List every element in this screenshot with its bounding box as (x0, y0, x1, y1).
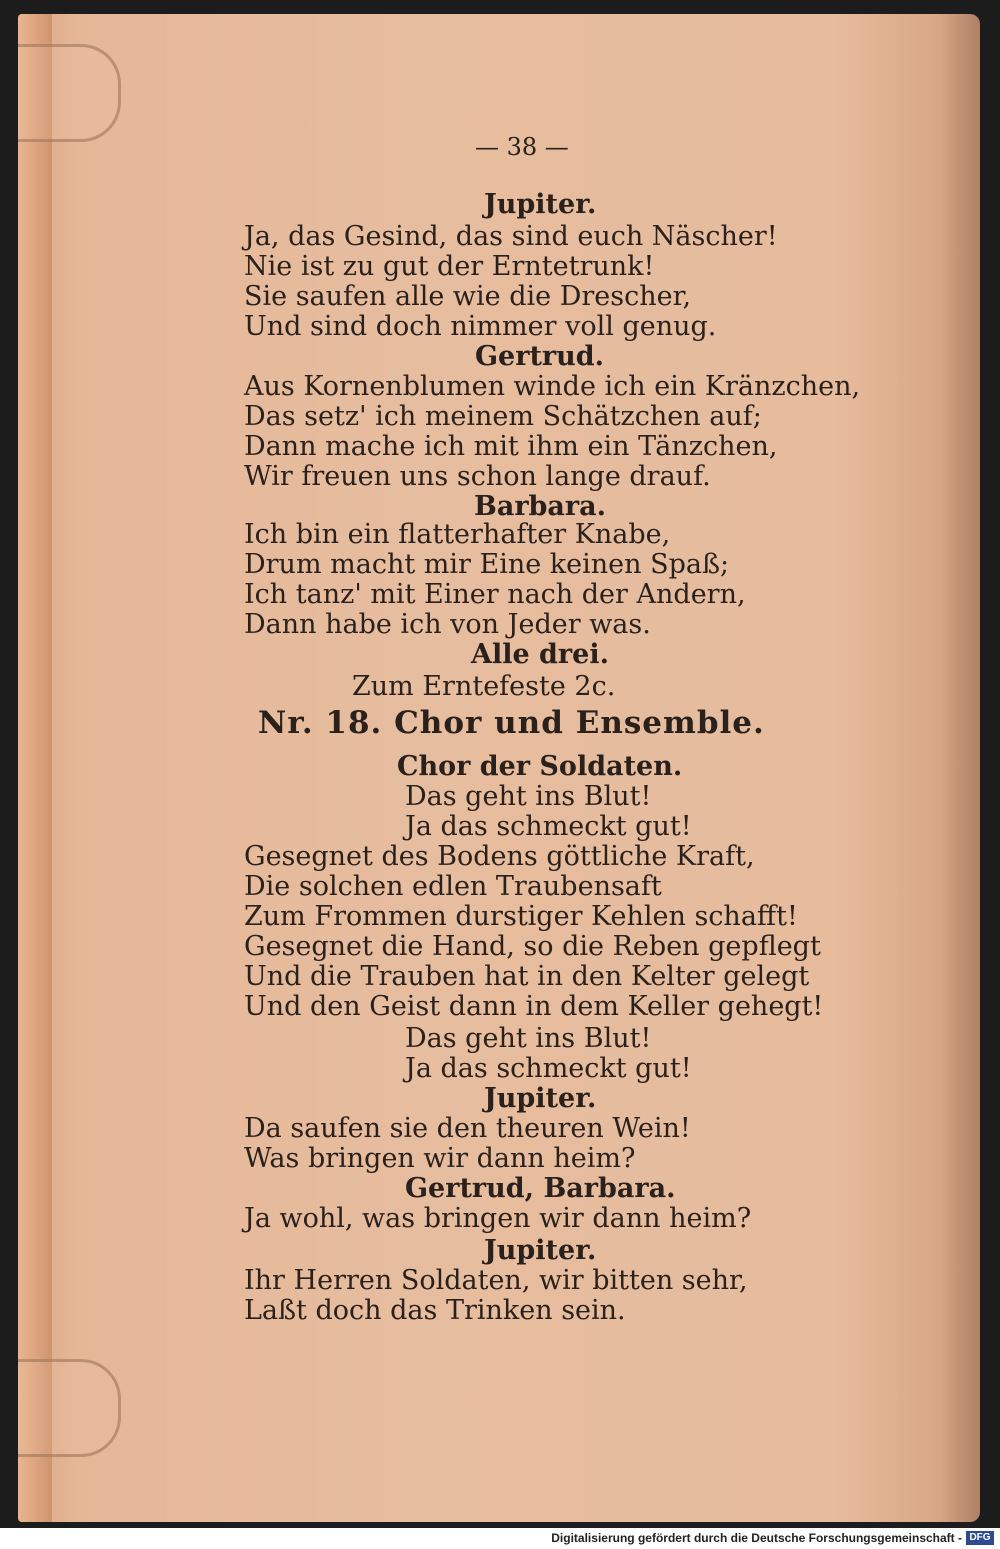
speaker-name: Alle drei. (471, 639, 609, 670)
verse-line: Ihr Herren Soldaten, wir bitten sehr, (244, 1265, 748, 1296)
dfg-logo: DFG (966, 1531, 994, 1545)
speaker-name: Barbara. (474, 491, 607, 522)
verse-line: Und den Geist dann in dem Keller gehegt! (244, 991, 824, 1022)
page-shadow (940, 14, 980, 1522)
footer-bar (0, 1528, 1000, 1549)
verse-line: Das setz' ich meinem Schätzchen auf; (244, 401, 762, 432)
verse-line: Aus Kornenblumen winde ich ein Kränzchen, (244, 371, 861, 402)
verse-line: Zum Frommen durstiger Kehlen schafft! (244, 901, 798, 932)
verse-line: Und sind doch nimmer voll genug. (244, 311, 717, 342)
verse-line: Ich bin ein flatterhafter Knabe, (244, 519, 671, 550)
speaker-name: Jupiter. (484, 189, 597, 220)
verse-line: Nie ist zu gut der Erntetrunk! (244, 251, 655, 282)
verse-line: Laßt doch das Trinken sein. (244, 1295, 626, 1326)
speaker-name: Chor der Soldaten. (397, 751, 683, 782)
verse-line: Ja das schmeckt gut! (405, 1053, 692, 1084)
speaker-name: Gertrud, Barbara. (405, 1173, 676, 1204)
footer-credit: Digitalisierung gefördert durch die Deutsche Forschungsgemeinschaft - (551, 1531, 962, 1545)
verse-line: Dann mache ich mit ihm ein Tänzchen, (244, 431, 778, 462)
speaker-name: Jupiter. (484, 1083, 597, 1114)
verse-line: Dann habe ich von Jeder was. (244, 609, 651, 640)
section-heading: Nr. 18. Chor und Ensemble. (258, 705, 765, 741)
verse-line: Das geht ins Blut! (405, 781, 652, 812)
verse-line: Ich tanz' mit Einer nach der Andern, (244, 579, 746, 610)
verse-line: Gesegnet des Bodens göttliche Kraft, (244, 841, 755, 872)
verse-line: Da saufen sie den theuren Wein! (244, 1113, 691, 1144)
bottom-clip (18, 1359, 121, 1457)
verse-line: Ja, das Gesind, das sind euch Näscher! (244, 221, 778, 252)
verse-line: Ja das schmeckt gut! (405, 811, 692, 842)
verse-line: Drum macht mir Eine keinen Spaß; (244, 549, 730, 580)
speaker-name: Gertrud. (475, 341, 605, 372)
verse-line: Was bringen wir dann heim? (244, 1143, 636, 1174)
top-clip (18, 44, 121, 142)
verse-line: Die solchen edlen Traubensaft (244, 871, 662, 902)
verse-line: Das geht ins Blut! (405, 1023, 652, 1054)
speaker-name: Jupiter. (484, 1235, 597, 1266)
verse-line: Zum Erntefeste 2c. (352, 671, 616, 702)
page-number: — 38 — (475, 133, 569, 161)
verse-line: Gesegnet die Hand, so die Reben gepflegt (244, 931, 821, 962)
verse-line: Wir freuen uns schon lange drauf. (244, 461, 711, 492)
verse-line: Sie saufen alle wie die Drescher, (244, 281, 692, 312)
verse-line: Ja wohl, was bringen wir dann heim? (244, 1203, 752, 1234)
verse-line: Und die Trauben hat in den Kelter gelegt (244, 961, 810, 992)
page-edge (18, 14, 52, 1522)
